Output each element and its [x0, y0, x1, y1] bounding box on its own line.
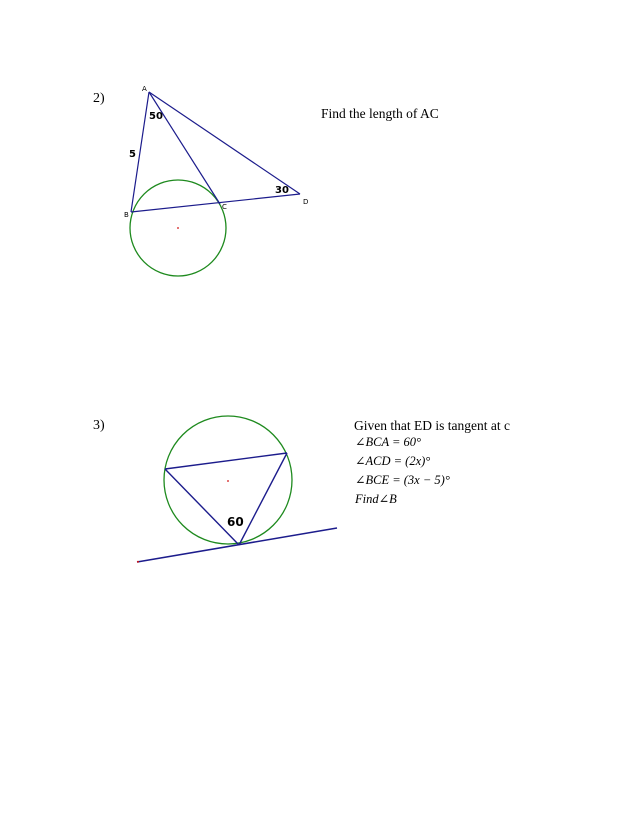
q2-label-angle-d: 30	[275, 185, 289, 196]
question-3-number: 3)	[93, 418, 105, 433]
question-2-number: 2)	[93, 91, 105, 106]
q3-equation-bce: ∠BCE = (3x − 5)°	[355, 473, 450, 487]
q3-equation-acd: ∠ACD = (2x)°	[355, 454, 431, 468]
q2-label-d: D	[303, 198, 309, 206]
q2-label-side-ab: 5	[129, 149, 136, 160]
q2-label-angle-a: 50	[149, 111, 163, 122]
q3-tangent-line	[137, 528, 337, 562]
q3-chord-top	[165, 453, 287, 469]
q3-label-arc: 60	[227, 515, 244, 529]
q3-equation-bca: ∠BCA = 60°	[355, 435, 422, 449]
q3-chord-right	[239, 453, 287, 545]
q3-circle-center	[227, 480, 229, 482]
q2-label-b: B	[124, 211, 129, 219]
q2-label-c: C	[222, 203, 227, 211]
question-2-prompt: Find the length of AC	[321, 106, 439, 121]
q3-tangent-endpoint	[137, 561, 139, 563]
q3-find-b: Find∠B	[355, 492, 397, 506]
question-3-prompt: Given that ED is tangent at c	[354, 418, 510, 433]
q2-label-a: A	[142, 85, 147, 93]
